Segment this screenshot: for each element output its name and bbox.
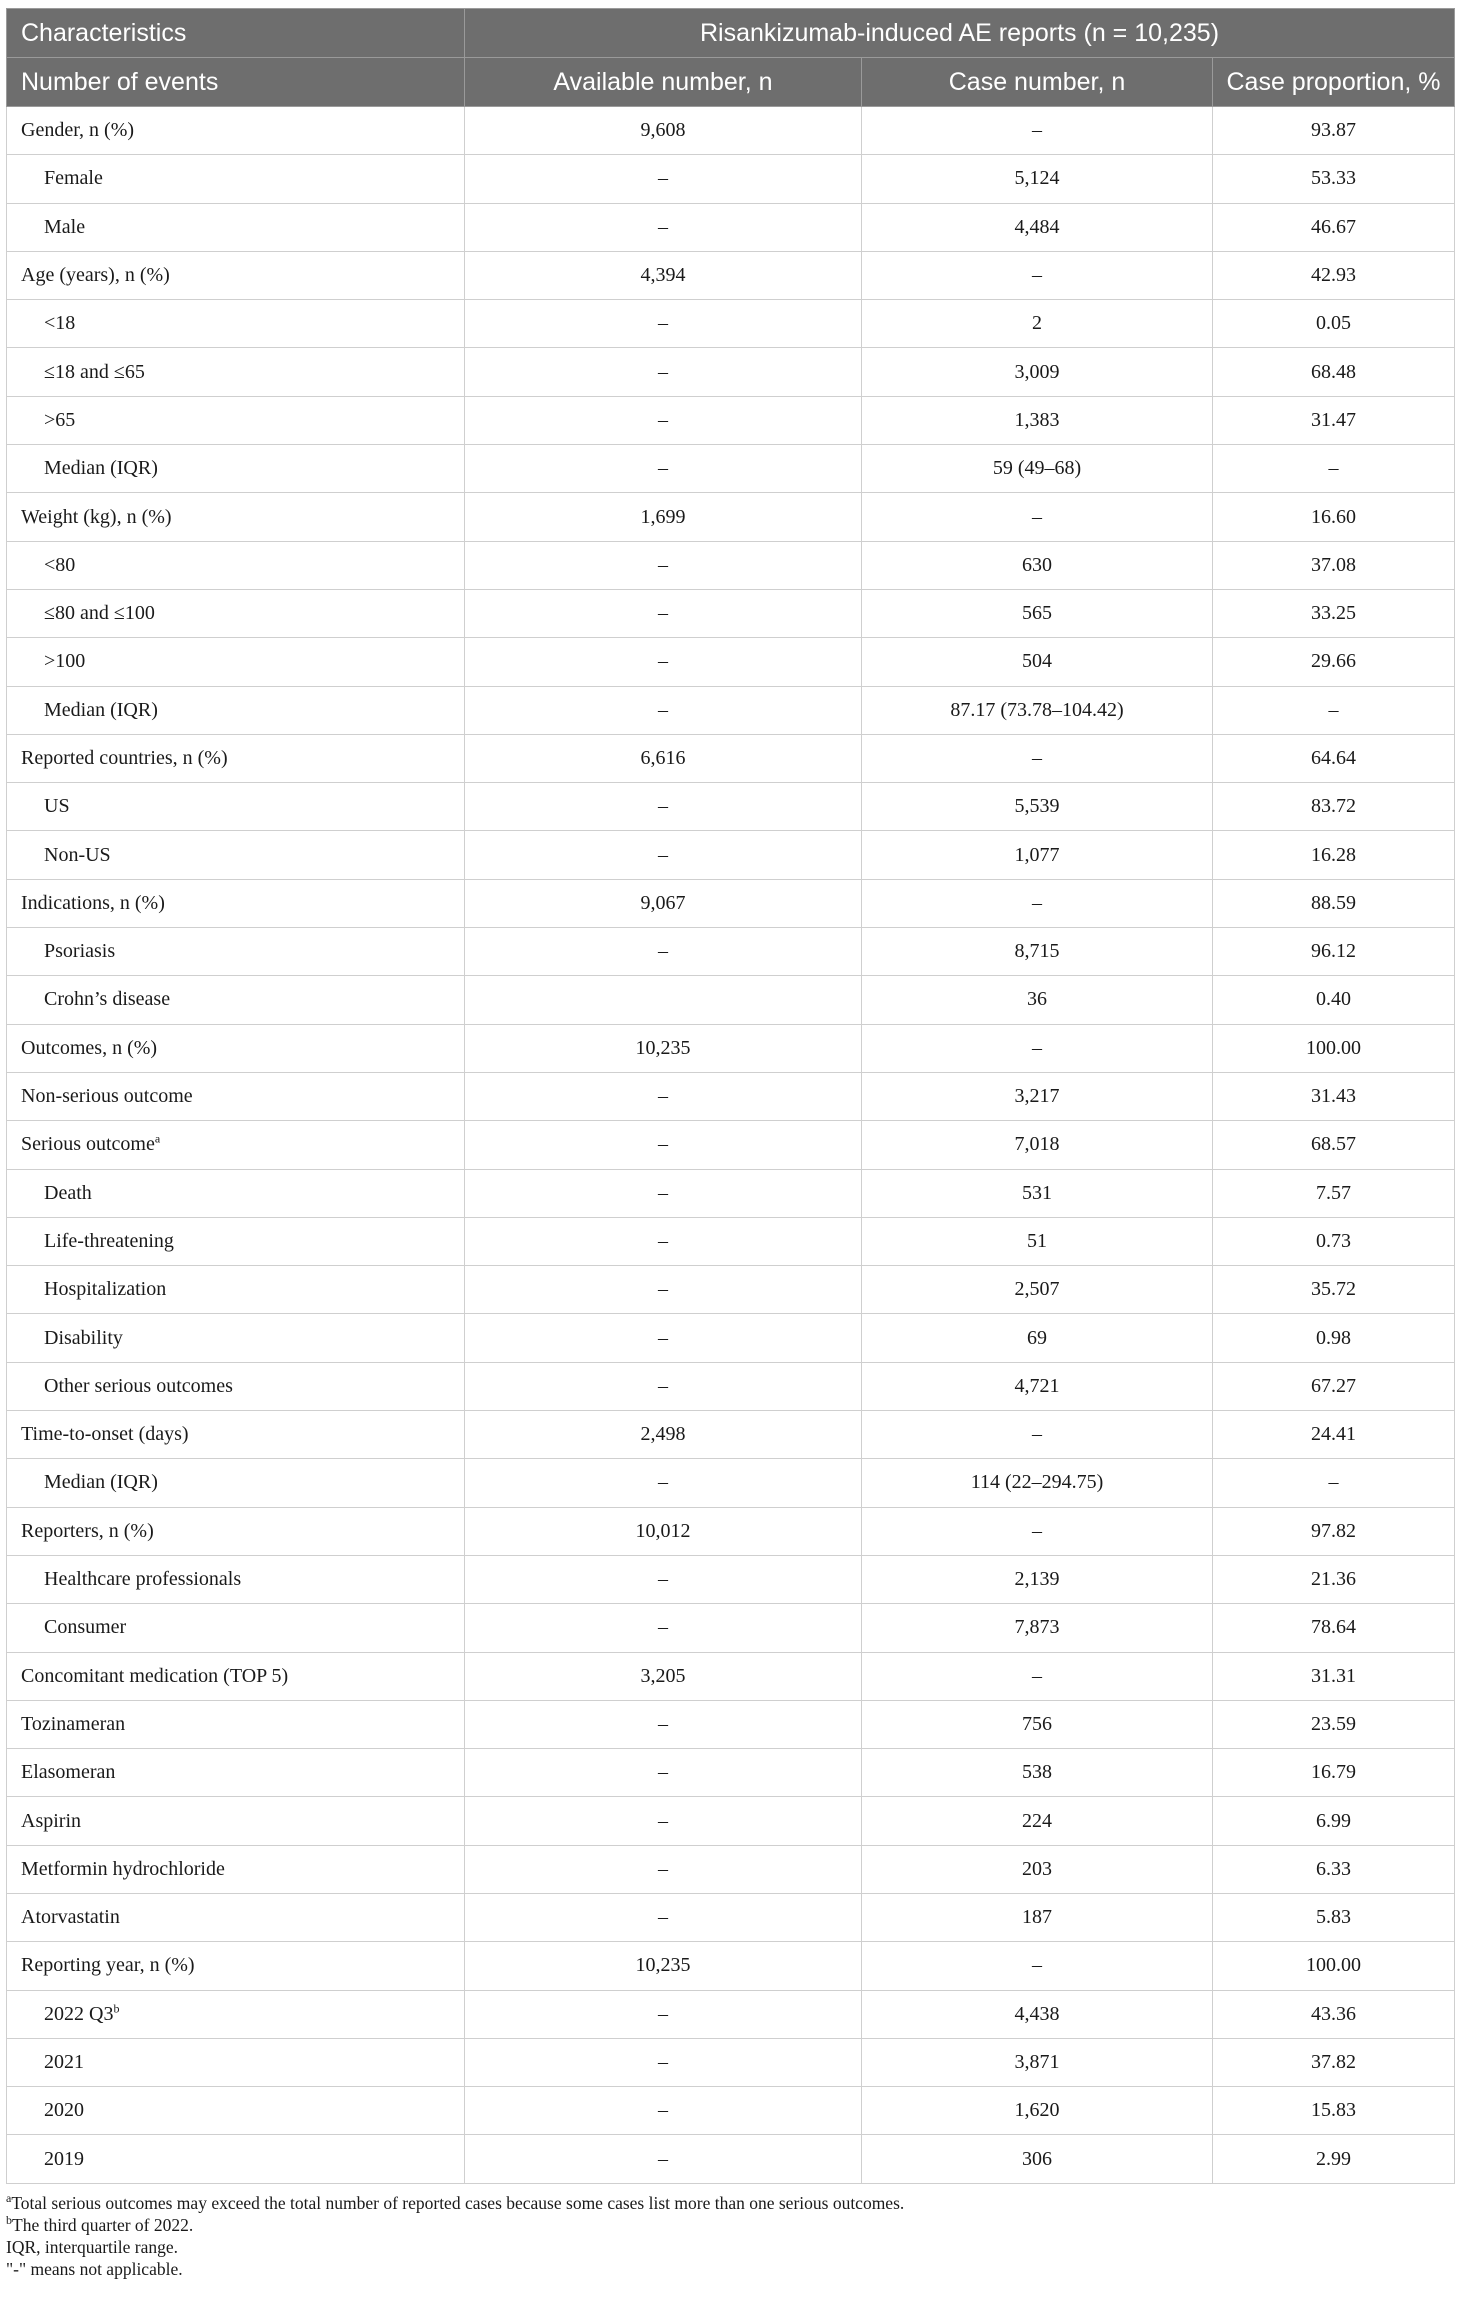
cell-case-number: 5,539 [862, 783, 1213, 831]
cell-case-number: 4,438 [862, 1990, 1213, 2038]
table-row [7, 1942, 1455, 1990]
cell-case-proportion: 78.64 [1213, 1604, 1455, 1652]
cell-case-number: 7,018 [862, 1121, 1213, 1169]
row-label [7, 589, 465, 637]
cell-available-number: 3,205 [465, 1652, 862, 1700]
row-label-text: Disability [44, 1326, 123, 1349]
row-label-text: Metformin hydrochloride [21, 1857, 225, 1880]
cell-case-number: 531 [862, 1169, 1213, 1217]
cell-case-number: 114 (22–294.75) [862, 1459, 1213, 1507]
row-label-text: Other serious outcomes [44, 1374, 233, 1397]
cell-available-number: – [465, 300, 862, 348]
cell-case-number: – [862, 493, 1213, 541]
cell-available-number: – [465, 1797, 862, 1845]
table-row [7, 1024, 1455, 1072]
table-row [7, 1121, 1455, 1169]
table-row [7, 2135, 1455, 2183]
row-label-text: Psoriasis [44, 940, 116, 963]
cell-case-proportion: 16.28 [1213, 831, 1455, 879]
cell-case-number: 87.17 (73.78–104.42) [862, 686, 1213, 734]
cell-available-number [465, 976, 862, 1024]
cell-available-number: – [465, 1362, 862, 1410]
cell-available-number: – [465, 2038, 862, 2086]
row-label [7, 1121, 465, 1169]
row-label [7, 251, 465, 299]
row-label [7, 976, 465, 1024]
row-label-text: 2021 [44, 2051, 84, 2074]
cell-case-proportion: 67.27 [1213, 1362, 1455, 1410]
cell-case-proportion: 100.00 [1213, 1942, 1455, 1990]
footnote-text: Total serious outcomes may exceed the total number of reported cases because some cases list more than one serious outcomes. [11, 2193, 905, 2213]
cell-case-number: – [862, 1024, 1213, 1072]
table-row [7, 1362, 1455, 1410]
row-label-text: Non-US [44, 843, 111, 866]
cell-available-number: 4,394 [465, 251, 862, 299]
table-row [7, 686, 1455, 734]
table-row [7, 1845, 1455, 1893]
cell-case-proportion: 37.82 [1213, 2038, 1455, 2086]
cell-case-proportion: 68.48 [1213, 348, 1455, 396]
cell-case-number: 1,383 [862, 396, 1213, 444]
cell-case-proportion: 96.12 [1213, 928, 1455, 976]
row-label [7, 493, 465, 541]
table-row [7, 734, 1455, 782]
cell-available-number: – [465, 155, 862, 203]
row-label [7, 300, 465, 348]
footnote-line [6, 2214, 1454, 2236]
row-label-text: Female [44, 167, 103, 190]
cell-case-number: – [862, 251, 1213, 299]
cell-case-proportion: – [1213, 445, 1455, 493]
table-row [7, 976, 1455, 1024]
cell-case-number: 2,507 [862, 1266, 1213, 1314]
row-label-text: Reported countries, n (%) [21, 747, 228, 769]
table-row [7, 1797, 1455, 1845]
row-label [7, 1893, 465, 1941]
cell-available-number: 9,067 [465, 879, 862, 927]
cell-case-proportion: 16.79 [1213, 1749, 1455, 1797]
row-label [7, 2038, 465, 2086]
cell-case-number: – [862, 1652, 1213, 1700]
footnotes [6, 2192, 1454, 2280]
row-label [7, 1942, 465, 1990]
cell-case-proportion: 2.99 [1213, 2135, 1455, 2183]
cell-available-number: 2,498 [465, 1411, 862, 1459]
row-label [7, 879, 465, 927]
header-case-proportion: Case proportion, % [1213, 58, 1455, 107]
row-label [7, 107, 465, 155]
row-label-text: Median (IQR) [44, 1471, 158, 1494]
row-label-text: 2020 [44, 2099, 84, 2122]
row-label-text: Indications, n (%) [21, 891, 165, 914]
row-label-text: 2019 [44, 2147, 84, 2170]
cell-available-number: 6,616 [465, 734, 862, 782]
table-row [7, 300, 1455, 348]
cell-case-proportion: 21.36 [1213, 1555, 1455, 1603]
cell-case-number: 565 [862, 589, 1213, 637]
cell-case-number: – [862, 1411, 1213, 1459]
cell-case-number: 5,124 [862, 155, 1213, 203]
cell-case-number: 504 [862, 638, 1213, 686]
cell-case-number: 1,077 [862, 831, 1213, 879]
cell-available-number: – [465, 831, 862, 879]
cell-case-proportion: 24.41 [1213, 1411, 1455, 1459]
cell-case-proportion: 7.57 [1213, 1169, 1455, 1217]
cell-case-number: 306 [862, 2135, 1213, 2183]
cell-case-number: 3,871 [862, 2038, 1213, 2086]
row-label-text: Concomitant medication (TOP 5) [21, 1664, 289, 1687]
row-label-text: US [44, 795, 70, 818]
cell-case-number: – [862, 107, 1213, 155]
table-row [7, 1604, 1455, 1652]
cell-case-proportion: 42.93 [1213, 251, 1455, 299]
footnote-line [6, 2258, 1454, 2280]
cell-available-number: – [465, 1990, 862, 2038]
cell-case-proportion: 33.25 [1213, 589, 1455, 637]
cell-available-number: – [465, 1700, 862, 1748]
table-row [7, 1459, 1455, 1507]
footnote-marker: b [113, 2001, 120, 2016]
row-label [7, 203, 465, 251]
header-case-number: Case number, n [862, 58, 1213, 107]
row-label [7, 1845, 465, 1893]
row-label [7, 1604, 465, 1652]
table-row [7, 1169, 1455, 1217]
row-label-text: Life-threatening [44, 1229, 174, 1252]
row-label [7, 445, 465, 493]
table-row [7, 2038, 1455, 2086]
footnote-line [6, 2236, 1454, 2258]
cell-case-number: 187 [862, 1893, 1213, 1941]
footnote-marker: a [154, 1131, 161, 1146]
row-label-text: Death [44, 1181, 92, 1204]
row-label [7, 1217, 465, 1265]
row-label-text: Atorvastatin [21, 1906, 120, 1929]
table-row [7, 879, 1455, 927]
cell-case-proportion: 5.83 [1213, 1893, 1455, 1941]
table-row [7, 493, 1455, 541]
cell-available-number: – [465, 1749, 862, 1797]
cell-available-number: 10,012 [465, 1507, 862, 1555]
cell-case-proportion: 31.43 [1213, 1072, 1455, 1120]
table-row [7, 541, 1455, 589]
cell-case-number: 69 [862, 1314, 1213, 1362]
row-label-text: Median (IQR) [44, 698, 158, 721]
cell-case-proportion: 53.33 [1213, 155, 1455, 203]
row-label-text: Median (IQR) [44, 457, 158, 480]
row-label [7, 1024, 465, 1072]
row-label-text: Elasomeran [21, 1761, 116, 1784]
cell-case-proportion: 64.64 [1213, 734, 1455, 782]
header-risankizumab-reports: Risankizumab-induced AE reports (n = 10,235) [465, 9, 1455, 58]
table-row [7, 251, 1455, 299]
table-row [7, 396, 1455, 444]
row-label-text: <18 [44, 312, 76, 335]
table-row [7, 1217, 1455, 1265]
row-label-text: <80 [44, 553, 76, 576]
cell-available-number: 1,699 [465, 493, 862, 541]
cell-case-proportion: 37.08 [1213, 541, 1455, 589]
cell-case-number: 7,873 [862, 1604, 1213, 1652]
cell-available-number: 10,235 [465, 1024, 862, 1072]
row-label-text: Healthcare professionals [44, 1568, 242, 1591]
cell-case-proportion: 6.99 [1213, 1797, 1455, 1845]
row-label [7, 1314, 465, 1362]
cell-available-number: – [465, 445, 862, 493]
row-label-text: Weight (kg), n (%) [21, 505, 172, 528]
cell-available-number: 10,235 [465, 1942, 862, 1990]
cell-available-number: – [465, 589, 862, 637]
cell-available-number: – [465, 1266, 862, 1314]
cell-case-proportion: 83.72 [1213, 783, 1455, 831]
table-container [6, 8, 1454, 2184]
row-label [7, 396, 465, 444]
cell-case-proportion: 16.60 [1213, 493, 1455, 541]
cell-available-number: – [465, 1072, 862, 1120]
cell-available-number: – [465, 2135, 862, 2183]
cell-case-number: – [862, 879, 1213, 927]
row-label-text: ≤80 and ≤100 [44, 602, 155, 625]
cell-case-proportion: – [1213, 686, 1455, 734]
row-label-text: Non-serious outcome [21, 1085, 193, 1108]
cell-case-number: 2 [862, 300, 1213, 348]
cell-case-proportion: 100.00 [1213, 1024, 1455, 1072]
cell-case-proportion: 23.59 [1213, 1700, 1455, 1748]
cell-case-proportion: 68.57 [1213, 1121, 1455, 1169]
cell-case-number: 1,620 [862, 2087, 1213, 2135]
cell-case-number: – [862, 1942, 1213, 1990]
cell-available-number: – [465, 541, 862, 589]
row-label [7, 2087, 465, 2135]
cell-case-number: – [862, 1507, 1213, 1555]
table-row [7, 107, 1455, 155]
footnote-marker: a [6, 2191, 12, 2206]
footnote-text: IQR, interquartile range. [6, 2237, 179, 2257]
footnote-text: "-" means not applicable. [6, 2259, 183, 2279]
row-label-text: ≤18 and ≤65 [44, 360, 145, 383]
cell-case-proportion: 43.36 [1213, 1990, 1455, 2038]
table-row [7, 589, 1455, 637]
cell-available-number: – [465, 203, 862, 251]
table-row [7, 1749, 1455, 1797]
cell-case-proportion: 15.83 [1213, 2087, 1455, 2135]
table-row [7, 348, 1455, 396]
row-label-text: Consumer [44, 1616, 127, 1639]
row-label-text: >100 [44, 650, 86, 673]
table-body [7, 107, 1455, 2184]
row-label-text: 2022 Q3 [44, 2002, 114, 2025]
cell-case-proportion: 31.47 [1213, 396, 1455, 444]
cell-available-number: – [465, 348, 862, 396]
table-row [7, 1555, 1455, 1603]
header-row-columns [7, 58, 1455, 107]
row-label [7, 348, 465, 396]
cell-case-proportion: 46.67 [1213, 203, 1455, 251]
row-label [7, 734, 465, 782]
cell-case-proportion: 0.73 [1213, 1217, 1455, 1265]
cell-case-proportion: 93.87 [1213, 107, 1455, 155]
cell-available-number: – [465, 1845, 862, 1893]
table-row [7, 1314, 1455, 1362]
cell-available-number: – [465, 686, 862, 734]
table-row [7, 445, 1455, 493]
cell-case-proportion: 97.82 [1213, 1507, 1455, 1555]
cell-case-number: 3,217 [862, 1072, 1213, 1120]
cell-case-proportion: 6.33 [1213, 1845, 1455, 1893]
row-label-text: Time-to-onset (days) [21, 1423, 189, 1446]
cell-case-number: 51 [862, 1217, 1213, 1265]
row-label-text: Serious outcome [21, 1133, 155, 1156]
table-row [7, 831, 1455, 879]
row-label [7, 831, 465, 879]
cell-case-proportion: 31.31 [1213, 1652, 1455, 1700]
row-label-text: Age (years), n (%) [21, 264, 170, 287]
row-label [7, 783, 465, 831]
row-label [7, 541, 465, 589]
row-label [7, 155, 465, 203]
cell-case-proportion: 88.59 [1213, 879, 1455, 927]
cell-available-number: – [465, 783, 862, 831]
row-label-text: Crohn’s disease [44, 988, 171, 1011]
cell-available-number: – [465, 1604, 862, 1652]
cell-case-number: 538 [862, 1749, 1213, 1797]
row-label [7, 928, 465, 976]
row-label-text: Reporters, n (%) [21, 1519, 154, 1542]
table-row [7, 155, 1455, 203]
cell-available-number: – [465, 1217, 862, 1265]
row-label [7, 1266, 465, 1314]
cell-case-number: 630 [862, 541, 1213, 589]
footnote-text: The third quarter of 2022. [12, 2215, 194, 2235]
cell-case-proportion: 35.72 [1213, 1266, 1455, 1314]
footnote-line [6, 2192, 1454, 2214]
header-row-group [7, 9, 1455, 58]
ae-characteristics-table [6, 8, 1455, 2184]
table-row [7, 1700, 1455, 1748]
table-row [7, 1893, 1455, 1941]
header-characteristics: Characteristics [7, 9, 465, 58]
cell-case-number: 2,139 [862, 1555, 1213, 1603]
row-label [7, 1555, 465, 1603]
table-row [7, 1990, 1455, 2038]
cell-case-number: 203 [862, 1845, 1213, 1893]
cell-available-number: – [465, 928, 862, 976]
table-row [7, 928, 1455, 976]
cell-available-number: – [465, 1555, 862, 1603]
row-label [7, 1072, 465, 1120]
cell-available-number: – [465, 1169, 862, 1217]
row-label-text: Aspirin [21, 1809, 81, 1832]
table-row [7, 203, 1455, 251]
row-label-text: >65 [44, 408, 76, 431]
row-label-text: Hospitalization [44, 1278, 167, 1301]
cell-case-number: 8,715 [862, 928, 1213, 976]
cell-available-number: 9,608 [465, 107, 862, 155]
table-row [7, 1507, 1455, 1555]
cell-available-number: – [465, 2087, 862, 2135]
cell-available-number: – [465, 638, 862, 686]
footnote-marker: b [6, 2213, 12, 2228]
table-row [7, 1411, 1455, 1459]
row-label-text: Gender, n (%) [21, 119, 135, 142]
row-label [7, 1169, 465, 1217]
row-label-text: Male [44, 215, 86, 238]
cell-available-number: – [465, 396, 862, 444]
cell-case-proportion: 0.98 [1213, 1314, 1455, 1362]
row-label [7, 2135, 465, 2183]
cell-case-number: – [862, 734, 1213, 782]
table-row [7, 1266, 1455, 1314]
cell-available-number: – [465, 1893, 862, 1941]
cell-case-proportion: 0.05 [1213, 300, 1455, 348]
cell-case-number: 59 (49–68) [862, 445, 1213, 493]
row-label [7, 1700, 465, 1748]
row-label [7, 1652, 465, 1700]
cell-case-number: 3,009 [862, 348, 1213, 396]
header-number-of-events: Number of events [7, 58, 465, 107]
table-row [7, 1072, 1455, 1120]
row-label [7, 1411, 465, 1459]
row-label [7, 638, 465, 686]
cell-case-number: 756 [862, 1700, 1213, 1748]
header-available-number: Available number, n [465, 58, 862, 107]
table-header [7, 9, 1455, 107]
table-row [7, 638, 1455, 686]
cell-case-proportion: – [1213, 1459, 1455, 1507]
row-label-text: Tozinameran [21, 1712, 126, 1735]
row-label [7, 1797, 465, 1845]
row-label [7, 686, 465, 734]
cell-case-proportion: 0.40 [1213, 976, 1455, 1024]
cell-case-number: 4,484 [862, 203, 1213, 251]
cell-available-number: – [465, 1459, 862, 1507]
cell-case-number: 4,721 [862, 1362, 1213, 1410]
row-label [7, 1990, 465, 2038]
cell-available-number: – [465, 1121, 862, 1169]
row-label-text: Reporting year, n (%) [21, 1954, 195, 1977]
cell-case-proportion: 29.66 [1213, 638, 1455, 686]
table-row [7, 2087, 1455, 2135]
cell-case-number: 224 [862, 1797, 1213, 1845]
cell-case-number: 36 [862, 976, 1213, 1024]
table-row [7, 1652, 1455, 1700]
row-label [7, 1459, 465, 1507]
row-label [7, 1507, 465, 1555]
row-label [7, 1749, 465, 1797]
row-label-text: Outcomes, n (%) [21, 1036, 158, 1059]
row-label [7, 1362, 465, 1410]
cell-available-number: – [465, 1314, 862, 1362]
table-row [7, 783, 1455, 831]
